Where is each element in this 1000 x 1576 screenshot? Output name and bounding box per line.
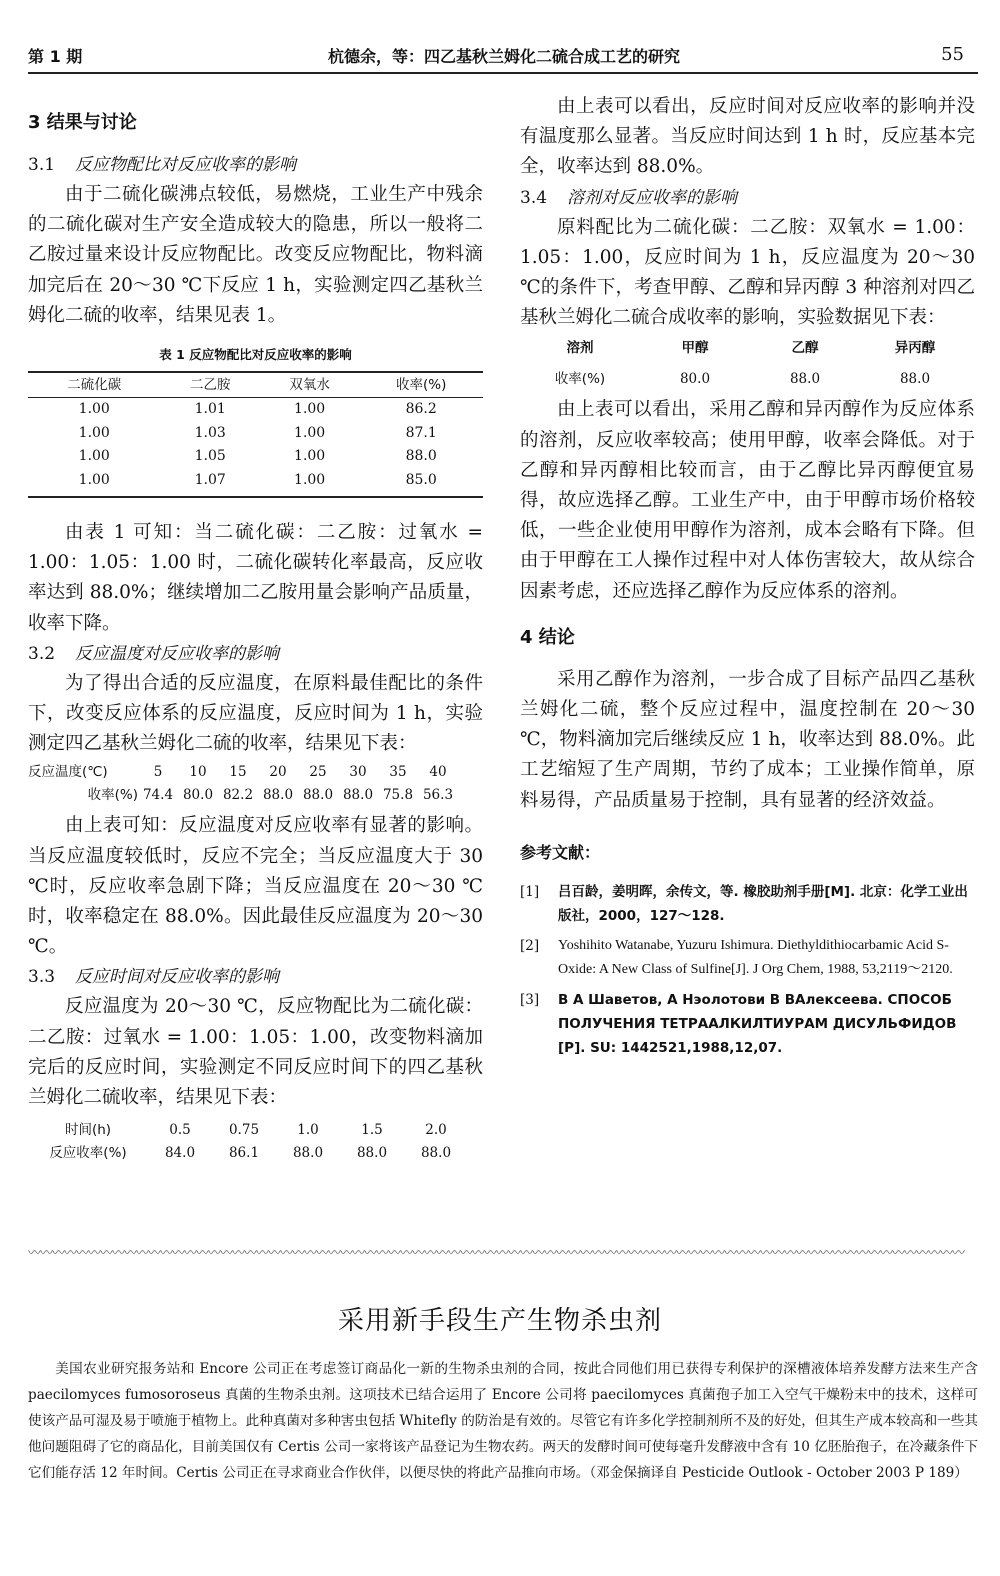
table-cell: 86.2 bbox=[405, 401, 437, 418]
paragraph: 采用乙醇作为溶剂，一步合成了目标产品四乙基秋兰姆化二硫，整个反应过程中，温度控制在 20～30 ℃，物料滴加完后继续反应 1 h，收率达到 88.0%。此工艺缩短了生产周期，节约了成本；工业操作简单，原料易得，产品质量易于控制，具有显著的经济效益。 bbox=[520, 668, 975, 811]
data-value: 0.5 bbox=[169, 1122, 191, 1139]
table-cell: 1.00 bbox=[28, 469, 161, 498]
data-value: 74.4 bbox=[142, 787, 174, 804]
paragraph: 反应温度为 20～30 ℃，反应物配比为二硫化碳：二乙胺：过氧水 = 1.00：1.05：1.00，改变物料滴加完后的反应时间，实验测定不同反应时间下的四乙基秋兰姆化二硫收率，结果见下表： bbox=[28, 996, 483, 1109]
data-value: 88.0 bbox=[262, 787, 294, 804]
data-value: 2.0 bbox=[425, 1122, 447, 1139]
yield-row bbox=[28, 1142, 483, 1165]
paragraph: 由于二硫化碳沸点较低，易燃烧，工业生产中残余的二硫化碳对生产安全造成较大的隐患，所以一般将二乙胺过量来设计反应物配比。改变反应物配比，物料滴加完后在 20～30 ℃下反应 1 h，实验测定四乙基秋兰姆化二硫的收率，结果见表 1。 bbox=[28, 184, 483, 326]
temperature-data bbox=[28, 761, 483, 807]
reference-list bbox=[520, 880, 975, 1060]
paragraph: 原料配比为二硫化碳：二乙胺：双氧水 = 1.00：1.05：1.00，反应时间为 1 h，反应温度为 20～30 ℃的条件下，考查甲醇、乙醇和异丙醇 3 种溶剂对四乙基秋兰姆化二硫合成收率的影响，实验数据见下表： bbox=[520, 216, 975, 329]
data-value: 88.0 bbox=[899, 371, 931, 388]
section-title: 溶剂对反应收率的影响 bbox=[567, 187, 738, 208]
table-cell: 1.03 bbox=[194, 424, 226, 441]
running-header bbox=[28, 44, 978, 72]
table-cell: 85.0 bbox=[359, 469, 483, 498]
table-cell: 1.05 bbox=[194, 448, 226, 465]
time-row bbox=[28, 1119, 483, 1142]
article-body: 美国农业研究报务站和 Encore 公司正在考虑签订商品化一新的生物杀虫剂的合同，按此合同他们用已获得专利保护的深槽液体培养发酵方法来生产含 paecilomyces fumosoroseus 真菌的生物杀虫剂。这项技术已结合运用了 Encore 公司将 paecilomyces 真菌孢子加工入空气干燥粉末中的技术，这样可使该产品可湿及易于喷施于植物上。此种真菌对多种害虫包括 Whitefly 的防治是有效的。尽管它有许多化学控制剂所不及的好处，但其生产成本较高和一些其他问题阻碍了它的商品化，目前美国仅有 Certis 公司一家将该产品登记为生物农药。两天的发酵时间可使每毫升发酵液中含有 10 亿胚胎孢子，在冷藏条件下它们能存活 12 年时间。Certis 公司正在寻求商业合作伙伴，以便尽快的将此产品推向市场。（邓金保摘译自 Pesticide Outlook - October 2003 P 189） bbox=[28, 1361, 978, 1481]
section-3-1-heading bbox=[28, 150, 483, 180]
section-3-heading: 3 结果与讨论 bbox=[28, 112, 137, 133]
data-value: 88.0 bbox=[302, 787, 334, 804]
table-cell: 1.00 bbox=[294, 424, 326, 441]
data-value: 1.5 bbox=[361, 1122, 383, 1139]
right-column bbox=[520, 92, 975, 1066]
table-cell: 87.1 bbox=[405, 424, 437, 441]
section-3-3-heading bbox=[28, 962, 483, 992]
paragraph: 由上表可以看出，反应时间对反应收率的影响并没有温度那么显著。当反应时间达到 1 h 时，反应基本完全，收率达到 88.0%。 bbox=[520, 96, 975, 178]
decorative-divider: 〰〰〰〰〰〰〰〰〰〰〰〰〰〰〰〰〰〰〰〰〰〰〰〰〰〰〰〰〰〰〰〰〰〰〰〰〰〰〰〰〰〰〰〰〰〰〰〰〰〰〰〰〰〰〰〰〰〰〰〰〰〰〰〰〰〰〰〰〰〰〰〰〰〰〰〰〰〰 bbox=[28, 1248, 965, 1260]
table-row bbox=[28, 422, 483, 446]
data-value: 乙醇 bbox=[791, 340, 819, 357]
data-value: 10 bbox=[189, 764, 207, 781]
table-cell: 1.07 bbox=[161, 469, 260, 498]
data-value: 56.3 bbox=[422, 787, 454, 804]
section-number: 3.2 bbox=[28, 643, 56, 664]
table-header-cell: 二乙胺 bbox=[161, 372, 260, 398]
yield-row bbox=[28, 784, 483, 807]
data-value: 40 bbox=[429, 764, 447, 781]
reference-text: Yoshihito Watanabe, Yuzuru Ishimura. Diethyldithiocarbamic Acid S-Oxide: A New Class of Sulfine[J]. J Org Chem, 1988, 53,2119～2120. bbox=[558, 937, 953, 977]
reference-text: В А Шаветов, А Нэолотови В ВАлексеева. СПОСОБ ПОЛУЧЕНИЯ ТЕТРААЛКИЛТИУРАМ ДИСУЛЬФИДОВ [P]. SU: 1442521,1988,12,07. bbox=[558, 991, 957, 1056]
reference-item bbox=[520, 880, 975, 928]
row-label: 反应温度(℃) bbox=[28, 764, 108, 781]
table-1-caption: 表 1 反应物配比对反应收率的影响 bbox=[159, 347, 352, 363]
section-4-heading: 4 结论 bbox=[520, 626, 575, 648]
table-cell: 1.01 bbox=[194, 401, 226, 418]
data-value: 5 bbox=[153, 764, 163, 781]
row-label: 溶剂 bbox=[566, 340, 594, 357]
data-value: 88.0 bbox=[342, 787, 374, 804]
data-value: 88.0 bbox=[292, 1145, 324, 1162]
paragraph: 为了得出合适的反应温度，在原料最佳配比的条件下，改变反应体系的反应温度，反应时间为 1 h，实验测定四乙基秋兰姆化二硫的收率，结果见下表： bbox=[28, 672, 483, 755]
reference-number: [1] bbox=[520, 883, 540, 900]
row-label: 反应收率(%) bbox=[49, 1145, 127, 1162]
paragraph: 由上表可知：反应温度对反应收率有显著的影响。当反应温度较低时，反应不完全；当反应温度大于 30 ℃时，反应收率急剧下降；当反应温度在 20～30 ℃时，收率稳定在 88.0%。因此最佳反应温度为 20～30 ℃。 bbox=[28, 815, 483, 958]
data-value: 75.8 bbox=[382, 787, 414, 804]
temperature-row bbox=[28, 761, 483, 784]
row-label: 收率(%) bbox=[554, 371, 606, 388]
article-title: 采用新手段生产生物杀虫剂 bbox=[337, 1306, 662, 1336]
data-value: 25 bbox=[309, 764, 327, 781]
row-label: 收率(%) bbox=[87, 787, 138, 804]
row-label: 时间(h) bbox=[64, 1122, 112, 1139]
data-value: 84.0 bbox=[164, 1145, 196, 1162]
data-value: 35 bbox=[389, 764, 407, 781]
paragraph: 由上表可以看出，采用乙醇和异丙醇作为反应体系的溶剂，反应收率较高；使用甲醇，收率会降低。对于乙醇和异丙醇相比较而言，由于乙醇比异丙醇便宜易得，故应选择乙醇。工业生产中，由于甲醇市场价格较低，一些企业使用甲醇作为溶剂，成本会略有下降。但由于甲醇在工人操作过程中对人体伤害较大，故从综合因素考虑，还应选择乙醇作为反应体系的溶剂。 bbox=[520, 399, 975, 602]
reference-number: [3] bbox=[520, 991, 540, 1008]
section-title: 反应物配比对反应收率的影响 bbox=[75, 155, 297, 175]
data-value: 1.0 bbox=[297, 1122, 319, 1139]
data-value: 30 bbox=[349, 764, 367, 781]
paragraph: 由表 1 可知：当二硫化碳：二乙胺：过氧水 = 1.00：1.05：1.00 时，二硫化碳转化率最高，反应收率达到 88.0%；继续增加二乙胺用量会影响产品质量，收率下降。 bbox=[28, 522, 483, 634]
section-number: 3.1 bbox=[28, 155, 56, 175]
data-value: 15 bbox=[229, 764, 247, 781]
section-number: 3.4 bbox=[520, 187, 548, 208]
data-value: 86.1 bbox=[228, 1145, 260, 1162]
section-number: 3.3 bbox=[28, 967, 56, 988]
data-value: 82.2 bbox=[222, 787, 254, 804]
section-3-4-heading bbox=[520, 183, 975, 213]
table-cell: 1.00 bbox=[294, 401, 326, 418]
data-value: 甲醇 bbox=[681, 340, 709, 357]
table-cell: 1.00 bbox=[260, 469, 359, 498]
reference-item bbox=[520, 934, 975, 982]
solvent-row bbox=[520, 337, 975, 360]
table-header-cell: 二硫化碳 bbox=[28, 372, 161, 398]
data-value: 0.75 bbox=[228, 1122, 260, 1139]
table-cell: 1.00 bbox=[294, 448, 326, 465]
table-cell: 1.00 bbox=[78, 448, 110, 465]
left-column bbox=[28, 92, 483, 1165]
page-number: 55 bbox=[941, 44, 964, 65]
yield-row bbox=[520, 368, 975, 391]
table-row bbox=[28, 469, 483, 498]
references-heading: 参考文献： bbox=[520, 842, 601, 862]
data-value: 异丙醇 bbox=[894, 340, 936, 357]
data-value: 88.0 bbox=[789, 371, 821, 388]
reference-text: 吕百龄，姜明晖，余传文，等. 橡胶助剂手册[M]. 北京：化学工业出版社，2000，127～128. bbox=[558, 883, 968, 924]
data-value: 20 bbox=[269, 764, 287, 781]
table-row bbox=[28, 398, 483, 422]
solvent-data bbox=[520, 337, 975, 391]
issue-number: 第 1 期 bbox=[28, 47, 83, 66]
data-value: 80.0 bbox=[679, 371, 711, 388]
table-1 bbox=[28, 371, 483, 498]
header-rule bbox=[28, 72, 978, 74]
table-header-cell: 双氧水 bbox=[260, 372, 359, 398]
table-cell: 1.00 bbox=[78, 401, 110, 418]
data-value: 88.0 bbox=[356, 1145, 388, 1162]
table-row bbox=[28, 445, 483, 469]
running-title: 杭德余，等：四乙基秋兰姆化二硫合成工艺的研究 bbox=[328, 47, 681, 66]
table-cell: 88.0 bbox=[405, 448, 437, 465]
reference-number: [2] bbox=[520, 937, 540, 954]
section-title: 反应温度对反应收率的影响 bbox=[75, 643, 280, 664]
data-value: 80.0 bbox=[182, 787, 214, 804]
section-title: 反应时间对反应收率的影响 bbox=[75, 967, 280, 988]
data-value: 88.0 bbox=[420, 1145, 452, 1162]
table-cell: 1.00 bbox=[78, 424, 110, 441]
reference-item bbox=[520, 988, 975, 1060]
table-header-cell: 收率(%) bbox=[359, 372, 483, 398]
section-3-2-heading bbox=[28, 639, 483, 669]
time-data bbox=[28, 1119, 483, 1165]
